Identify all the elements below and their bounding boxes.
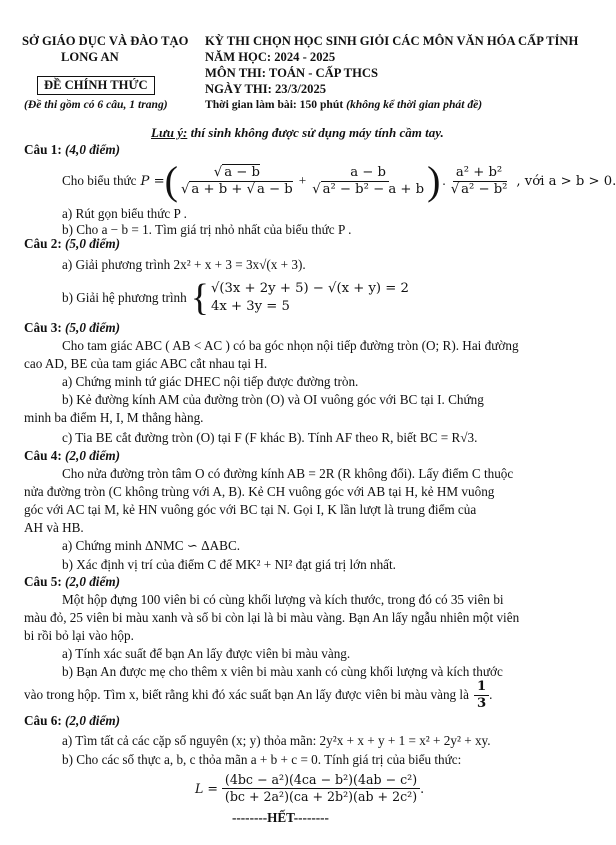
time-limit bbox=[205, 98, 482, 111]
q3-line-4: b) Kẻ đường kính AM của đường tròn (O) và OI vuông góc với BC tại I. Chứng bbox=[62, 392, 484, 407]
q4-line-1: Cho nửa đường tròn tâm O có đường kính AB = 2R (R không đổi). Lấy điểm C thuộc bbox=[62, 466, 514, 481]
q6-heading bbox=[24, 713, 120, 729]
q3-title: Câu 3: bbox=[24, 320, 62, 335]
q5-line-3: bi rồi bỏ lại vào hộp. bbox=[24, 628, 134, 643]
q1-frac-1: $\frac{√ a - b}{√ a + b + √ a - b}$ bbox=[181, 164, 293, 197]
note-line bbox=[151, 125, 444, 141]
q5-line-5: b) Bạn An được mẹ cho thêm x viên bi màu xanh có cùng khối lượng và kích thước bbox=[62, 664, 503, 679]
q1-frac-2: $\frac{a - b}{\text{√ a² − b² − a + b}}$ bbox=[312, 164, 425, 197]
q2-eq-2: 4x + 3y = 5 bbox=[210, 299, 290, 314]
q2-points: (5,0 điểm) bbox=[65, 236, 120, 251]
dept-name: SỞ GIÁO DỤC VÀ ĐÀO TẠO bbox=[22, 34, 189, 48]
q3-line-2: cao AD, BE của tam giác ABC cắt nhau tại H. bbox=[24, 356, 268, 371]
q4-heading bbox=[24, 448, 120, 464]
q6-L-lhs: L = bbox=[195, 780, 218, 796]
province-name: LONG AN bbox=[61, 50, 119, 64]
q4-line-6: b) Xác định vị trí của điểm C để MK² + NI² đạt giá trị lớn nhất. bbox=[62, 557, 396, 572]
note-text: thí sinh không được sử dụng máy tính cầm tay. bbox=[190, 125, 444, 140]
q1-condition: , với a > b > 0. bbox=[516, 173, 616, 189]
q5-fraction bbox=[474, 679, 489, 712]
q1-part-b: b) Cho a − b = 1. Tìm giá trị nhỏ nhất của biểu thức P . bbox=[62, 222, 352, 237]
q6-L-fraction bbox=[222, 772, 420, 805]
q6-L-expression: L = $\frac{\text{(4bc − a²)(4ca − b²)(4ab − c²)}}{\text{(bc + 2a²)(ca + 2b²)(ab + 2c²)}}$ . bbox=[195, 771, 425, 804]
q2-eq-1: √(3x + 2y + 5) − √(x + y) = 2 bbox=[210, 281, 409, 296]
q4-line-2: nửa đường tròn (C không trùng với A, B). Kẻ CH vuông góc với AB tại H, kẻ HM vuông bbox=[24, 484, 495, 499]
q4-title: Câu 4: bbox=[24, 448, 62, 463]
q5-line-1: Một hộp đựng 100 viên bi có cùng khối lượng và kích thước, trong đó có 35 viên bi bbox=[62, 592, 504, 607]
q2-part-a: a) Giải phương trình 2x² + x + 3 = 3x√(x + 3). bbox=[62, 257, 306, 272]
q1-frac-3: $\frac{\text{a² + b²}}{\text{√ a² − b²}}$ bbox=[450, 164, 508, 197]
q3-line-3: a) Chứng minh tứ giác DHEC nội tiếp được đường tròn. bbox=[62, 374, 359, 389]
q6-points: (2,0 điểm) bbox=[65, 713, 120, 728]
q4-points: (2,0 điểm) bbox=[65, 448, 120, 463]
time-note: (không kể thời gian phát đề) bbox=[346, 98, 483, 111]
q6-L-den: (bc + 2a²)(ca + 2b²)(ab + 2c²) bbox=[224, 788, 418, 804]
q2-title: Câu 2: bbox=[24, 236, 62, 251]
q5-line-2: màu đỏ, 25 viên bi màu xanh và số bi còn lại là bi màu vàng. Bạn An lấy ngẫu nhiên một viên bbox=[24, 610, 520, 625]
q1-title: Câu 1: bbox=[24, 142, 62, 157]
q3-line-6: c) Tia BE cắt đường tròn (O) tại F (F khác B). Tính AF theo R, biết BC = R√3. bbox=[62, 430, 478, 445]
q5-line-6: vào trong hộp. Tìm x, biết rằng khi đó xác suất bạn An lấy được viên bi màu vàng là $\frac{1}{3}$ . bbox=[24, 678, 493, 711]
q1-expression: Cho biểu thức P = ( $\frac{√ a - b}{√ a + b + √ a - b}$ + $\frac{a - b}{\text{√ a² − b² − a + b}}$ ) . $\frac{\text{a² + b²}}{\text{√ a² − b²}}$ , với a > b > 0. bbox=[62, 158, 616, 203]
q5-points: (2,0 điểm) bbox=[65, 574, 120, 589]
page-count-note: (Đề thi gồm có 6 câu, 1 trang) bbox=[24, 98, 168, 111]
official-badge: ĐỀ CHÍNH THỨC bbox=[37, 76, 155, 95]
q3-heading bbox=[24, 320, 120, 336]
exam-date: NGÀY THI: 23/3/2025 bbox=[205, 82, 327, 96]
q5-line-4: a) Tính xác suất để bạn An lấy được viên bi màu vàng. bbox=[62, 646, 351, 661]
q6-part-a: a) Tìm tất cả các cặp số nguyên (x; y) thỏa mãn: 2y²x + x + y + 1 = x² + 2y² + xy. bbox=[62, 733, 491, 748]
q4-line-5: a) Chứng minh ΔNMC ∽ ΔABC. bbox=[62, 538, 241, 553]
q1-part-a: a) Rút gọn biểu thức P . bbox=[62, 206, 187, 221]
q5-heading bbox=[24, 574, 120, 590]
q4-line-3: góc với AC tại M, kẻ HN vuông góc với BC tại N. Gọi I, K lần lượt là trung điểm của bbox=[24, 502, 477, 517]
q2-part-b: b) Giải hệ phương trình { √(3x + 2y + 5) − √(x + y) = 2 4x + 3y = 5 bbox=[62, 277, 409, 319]
q5-frac-num: 1 bbox=[474, 679, 489, 696]
school-year: NĂM HỌC: 2024 - 2025 bbox=[205, 50, 336, 64]
q5-title: Câu 5: bbox=[24, 574, 62, 589]
q2-part-b-label: b) Giải hệ phương trình bbox=[62, 290, 187, 305]
q6-part-b: b) Cho các số thực a, b, c thỏa mãn a + b + c = 0. Tính giá trị của biểu thức: bbox=[62, 752, 462, 767]
exam-title: KỲ THI CHỌN HỌC SINH GIỎI CÁC MÔN VĂN HÓA CẤP TỈNH bbox=[205, 34, 579, 48]
q3-points: (5,0 điểm) bbox=[65, 320, 120, 335]
q4-line-4: AH và HB. bbox=[24, 520, 84, 535]
note-label: Lưu ý: bbox=[151, 125, 188, 140]
q1-heading bbox=[24, 142, 120, 158]
q1-intro: Cho biểu thức bbox=[62, 173, 137, 188]
q6-L-num: (4bc − a²)(4ca − b²)(4ab − c²) bbox=[222, 772, 420, 789]
q6-title: Câu 6: bbox=[24, 713, 62, 728]
q3-line-5: minh ba điểm H, I, M thẳng hàng. bbox=[24, 410, 204, 425]
q2-heading bbox=[24, 236, 120, 252]
end-marker: --------HẾT-------- bbox=[232, 810, 329, 825]
q3-line-1: Cho tam giác ABC ( AB < AC ) có ba góc nhọn nội tiếp đường tròn (O; R). Hai đường bbox=[62, 338, 519, 353]
q5-line-6-text: vào trong hộp. Tìm x, biết rằng khi đó xác suất bạn An lấy được viên bi màu vàng là bbox=[24, 687, 469, 702]
q2-system bbox=[211, 280, 409, 316]
time-label: Thời gian làm bài: 150 phút bbox=[205, 98, 344, 111]
q5-frac-den: 3 bbox=[476, 695, 487, 711]
q1-points: (4,0 điểm) bbox=[65, 142, 120, 157]
subject: MÔN THI: TOÁN - CẤP THCS bbox=[205, 66, 378, 80]
